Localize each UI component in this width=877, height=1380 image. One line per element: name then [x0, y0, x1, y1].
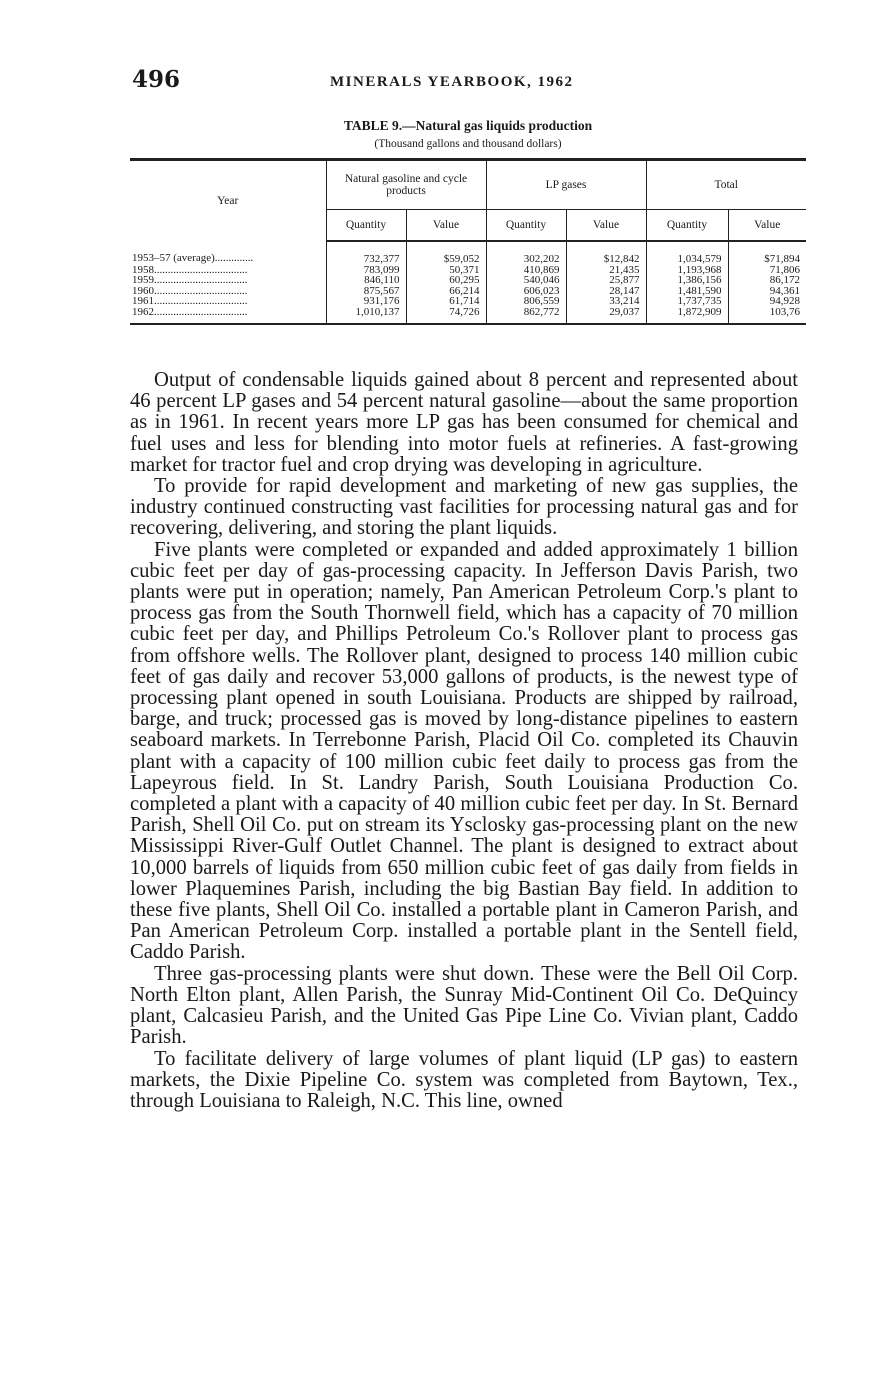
cell: $12,842 — [566, 241, 646, 265]
cell: 1,737,735 — [646, 296, 728, 307]
page-number: 496 — [132, 66, 181, 93]
table-subtitle: (Thousand gallons and thousand dollars) — [374, 138, 562, 150]
cell: 1,193,968 — [646, 265, 728, 276]
cell: 29,037 — [566, 307, 646, 325]
paragraph: Output of condensable liquids gained about 8 percent and represented about 46 percent LP gases and 54 percent natural gasoline—about the same proportion as in 1961. In recent years more LP gas has been consumed for chemical and fuel uses and less for blending into motor fuels at refineries. A fast-growing market for tractor fuel and crop drying was developing in agriculture. — [130, 369, 798, 476]
row-year: 1959.................................. — [132, 274, 248, 286]
cell: 74,726 — [406, 307, 486, 325]
paragraph: To facilitate delivery of large volumes of plant liquid (LP gas) to eastern markets, the Dixie Pipeline Co. system was completed from Baytown, Tex., through Louisiana to Raleigh, N.C. This line, owned — [130, 1047, 798, 1112]
cell: 94,361 — [728, 286, 806, 297]
cell: 28,147 — [566, 286, 646, 297]
cell: 1,034,579 — [646, 241, 728, 265]
cell: 783,099 — [326, 265, 406, 276]
cell: 21,435 — [566, 265, 646, 276]
cell: $59,052 — [406, 241, 486, 265]
cell: 410,869 — [486, 265, 566, 276]
body-text — [130, 370, 798, 1112]
row-year: 1958.................................. — [132, 263, 248, 276]
cell: 50,371 — [406, 265, 486, 276]
cell: 606,023 — [486, 286, 566, 297]
table-row — [130, 241, 806, 265]
cell: $71,894 — [728, 241, 806, 265]
row-year: 1962.................................. — [130, 307, 326, 325]
group-header-total: Total — [646, 160, 806, 210]
cell: 71,806 — [728, 265, 806, 276]
row-year: 1960.................................. — [132, 284, 248, 297]
cell: 94,928 — [728, 296, 806, 307]
cell: 103,76 — [728, 307, 806, 325]
cell: 25,877 — [566, 275, 646, 286]
paragraph: Three gas-processing plants were shut down. These were the Bell Oil Corp. North Elton plant, Allen Parish, the Sunray Mid-Continent Oil Co. DeQuincy plant, Calcasieu Parish, and the United Gas Pipe Line Co. Vivian plant, Caddo Parish. — [130, 962, 798, 1049]
cell: 1,010,137 — [326, 307, 406, 325]
row-year: 1953–57 (average).............. — [132, 252, 254, 264]
row-year: 1961.................................. — [132, 295, 248, 307]
cell: 61,714 — [406, 296, 486, 307]
cell: 33,214 — [566, 296, 646, 307]
cell: 1,386,156 — [646, 275, 728, 286]
cell: 540,046 — [486, 275, 566, 286]
group-header-natural-gasoline: Natural gasoline and cycle products — [326, 160, 486, 210]
cell: 862,772 — [486, 307, 566, 325]
cell: 302,202 — [486, 241, 566, 265]
cell: 1,872,909 — [646, 307, 728, 325]
cell: 1,481,590 — [646, 286, 728, 297]
production-table — [130, 158, 806, 325]
cell: 875,567 — [326, 286, 406, 297]
subheader-value: Value — [728, 210, 806, 242]
subheader-quantity: Quantity — [486, 210, 566, 242]
group-header-lp-gases: LP gases — [486, 160, 646, 210]
paragraph: To provide for rapid development and marketing of new gas supplies, the industry continued constructing vast facilities for processing natural gas and for recovering, delivering, and storing the plant liquids. — [130, 475, 798, 540]
cell: 806,559 — [486, 296, 566, 307]
cell: 732,377 — [326, 241, 406, 265]
subheader-value: Value — [406, 210, 486, 242]
cell: 846,110 — [326, 275, 406, 286]
year-header: Year — [130, 160, 326, 242]
cell: 66,214 — [406, 286, 486, 297]
subheader-value: Value — [566, 210, 646, 242]
table-title: TABLE 9.—Natural gas liquids production — [343, 118, 593, 133]
table-row — [130, 307, 806, 325]
subheader-quantity: Quantity — [646, 210, 728, 242]
cell: 86,172 — [728, 275, 806, 286]
subheader-quantity: Quantity — [326, 210, 406, 242]
cell: 60,295 — [406, 275, 486, 286]
running-head: MINERALS YEARBOOK, 1962 — [330, 74, 574, 90]
cell: 931,176 — [326, 296, 406, 307]
paragraph: Five plants were completed or expanded and added approximately 1 billion cubic feet per day of gas-processing capacity. In Jefferson Davis Parish, two plants were put in operation; namely, Pan American Petroleum Corp.'s plant to process gas from the South Thornwell field, which has a capacity of 70 million cubic feet per day, and Phillips Petroleum Co.'s Rollover plant to process gas from offshore wells. The Rollover plant, designed to process 140 million cubic feet of gas daily and recover 53,000 gallons of products, is the newest type of processing plant opened in south Louisiana. Products are shipped by railroad, barge, and truck; processed gas is moved by long-distance pipelines to eastern seaboard markets. In Terrebonne Parish, Placid Oil Co. completed its Chauvin plant with a capacity of 100 million cubic feet daily to process gas from the Lapeyrous field. In St. Landry Parish, South Louisiana Production Co. completed a plant with a capacity of 40 million cubic feet per day. In St. Bernard Parish, Shell Oil Co. put on stream its Ysclosky gas-processing plant on the new Mississippi River-Gulf Outlet Channel. The plant is designed to extract about 10,000 barrels of liquids from 650 million cubic feet of gas daily from fields in lower Plaquemines Parish, including the big Bastian Bay field. In addition to these five plants, Shell Oil Co. installed a portable plant in Cameron Parish, and Pan American Petroleum Corp. installed a portable plant in the Sentell field, Caddo Parish. — [130, 538, 798, 964]
